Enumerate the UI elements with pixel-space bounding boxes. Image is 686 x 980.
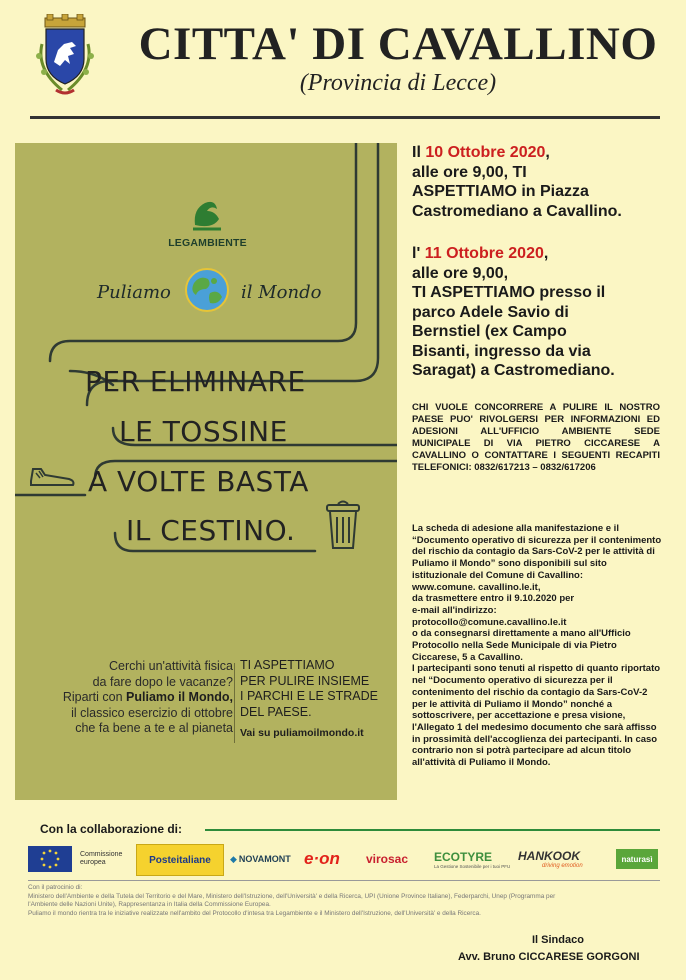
campaign-name-right: il Mondo [241, 282, 322, 303]
naturasi-logo: naturasì [616, 849, 658, 869]
event-october-10: Il 10 Ottobre 2020, alle ore 9,00, TI ASPETTIAMO in Piazza Castromediano a Cavallino. [412, 144, 622, 220]
page-subtitle: (Provincia di Lecce) [299, 70, 497, 96]
ecotyre-logo: ECOTYRE La Gestione Sostenibile per i tuoi PFU [434, 849, 511, 869]
city-crest [30, 14, 100, 98]
collaboration-divider [205, 829, 660, 831]
municipal-website: www.comune. cavallino.le.it, [412, 581, 541, 593]
campaign-website-link: Vai su puliamoilmondo.it [240, 727, 364, 739]
collaboration-label: Con la collaborazione di: [40, 822, 183, 836]
page-title: CITTA' DI CAVALLINO [138, 18, 658, 70]
event-date: 10 Ottobre 2020 [425, 144, 546, 161]
legambiente-name: LEGAMBIENTE [168, 237, 247, 249]
mayor-title: Il Sindaco [532, 934, 584, 946]
slogan-line-4: IL CESTINO. [126, 514, 296, 547]
event-date: 11 Ottobre 2020 [424, 245, 544, 262]
sponsor-logos [28, 844, 660, 876]
participation-details: La scheda di adesione alla manifestazione e il “Documento operativo di sicurezza per il contenimento del rischio da contagio da Sars-CoV-2 per le attività di Puliamo il Mondo” sono disponibili sul sito istituzionale del Comune di Cavallino: www.comune. cavallino.le.it, da trasmettere entro il 9.10.2020 per e-mail all'indirizzo: protocollo@comune.cavallino.le.it o da consegnarsi direttamente a mano all'Ufficio Protocollo nella Sede Municipale di via Pietro Ciccarese, 5 a Cavallino. I partecipanti sono tenuti al rispetto di quanto riportato nel “Documento operativo di sicurezza per il contenimento del rischio da contagio da Sars-CoV-2 per le attività di Puliamo il Mondo” nonché a sottoscrivere, per accettazione e presa visione, l'Allegato 1 del medesimo documento che sarà affisso in prossimità dell'accoglienza dei partecipanti. In caso contrario non si potrà partecipare ad alcun titolo all'attività di Puliamo il Mondo. [412, 523, 662, 769]
header-divider [30, 116, 660, 119]
slogan-line-2: LE TOSSINE [119, 415, 288, 448]
protocol-email: protocollo@comune.cavallino.le.it [412, 616, 567, 628]
virosac-logo: virosac [366, 852, 409, 866]
campaign-poster [15, 143, 397, 800]
campaign-name-left: Puliamo [97, 282, 171, 303]
poster-call-to-action: TI ASPETTIAMO PER PULIRE INSIEME I PARCHI E LE STRADE DEL PAESE. Vai su puliamoilmondo.it [240, 658, 390, 742]
poster-text-divider [234, 663, 235, 743]
contact-info: CHI VUOLE CONCORRERE A PULIRE IL NOSTRO PAESE PUO' RIVOLGERSI PER INFORMAZIONI ED ADESIONI ALL'UFFICIO AMBIENTE SEDE MUNICIPALE DI VIA PIETRO CICCARESE A CAVALLINO O CONTATTARE I SEGUENTI RECAPITI TELEFONICI: 0832/617213 – 0832/617206 [412, 402, 660, 473]
event-october-11: l' 11 Ottobre 2020, alle ore 9,00, TI ASPETTIAMO presso il parco Adele Savio di Bernstiel (ex Campo Bisanti, ingresso da via Saragat) a Castromediano. [412, 245, 615, 379]
legambiente-swan-icon [189, 195, 225, 235]
hankook-logo: HANKOOK driving emotion [518, 849, 583, 869]
slogan-line-3: A VOLTE BASTA [88, 465, 309, 498]
eon-logo: e·on [304, 849, 340, 868]
poster-invitation-text: Cerchi un'attività fisica da fare dopo le vacanze? Riparti con Puliamo il Mondo, il classico esercizio di ottobre che fa bene a te e al pianeta [62, 659, 233, 735]
mayor-name: Avv. Bruno CICCARESE GORGONI [458, 951, 640, 963]
trash-bin-icon [324, 498, 362, 552]
logos-divider [28, 880, 660, 881]
sneaker-icon [27, 461, 79, 489]
european-commission-logo: Commissione europea [28, 844, 128, 874]
globe-icon [184, 267, 230, 313]
patronage-text: Con il patrocinio di: Ministero dell'Ambiente e della Tutela del Territorio e del Mare, Ministero dell'Istruzione, dell'Università' e della Ricerca, UPI (Unione Province Italiane), Federparchi, Unep (Programma per l'Ambiente delle Nazioni Unite), Rappresentanza in Italia della Commissione Europea. Puliamo il mondo rientra tra le iniziative realizzate nell'ambito del Protocollo d'intesa tra Legambiente e il Ministero dell'Istruzione, dell'Università' e della Ricerca. [28, 884, 556, 917]
slogan-line-1: PER ELIMINARE [85, 365, 306, 398]
novamont-logo: ◆ NOVAMONT [230, 853, 291, 864]
poste-italiane-logo: Posteitaliane [136, 844, 224, 876]
